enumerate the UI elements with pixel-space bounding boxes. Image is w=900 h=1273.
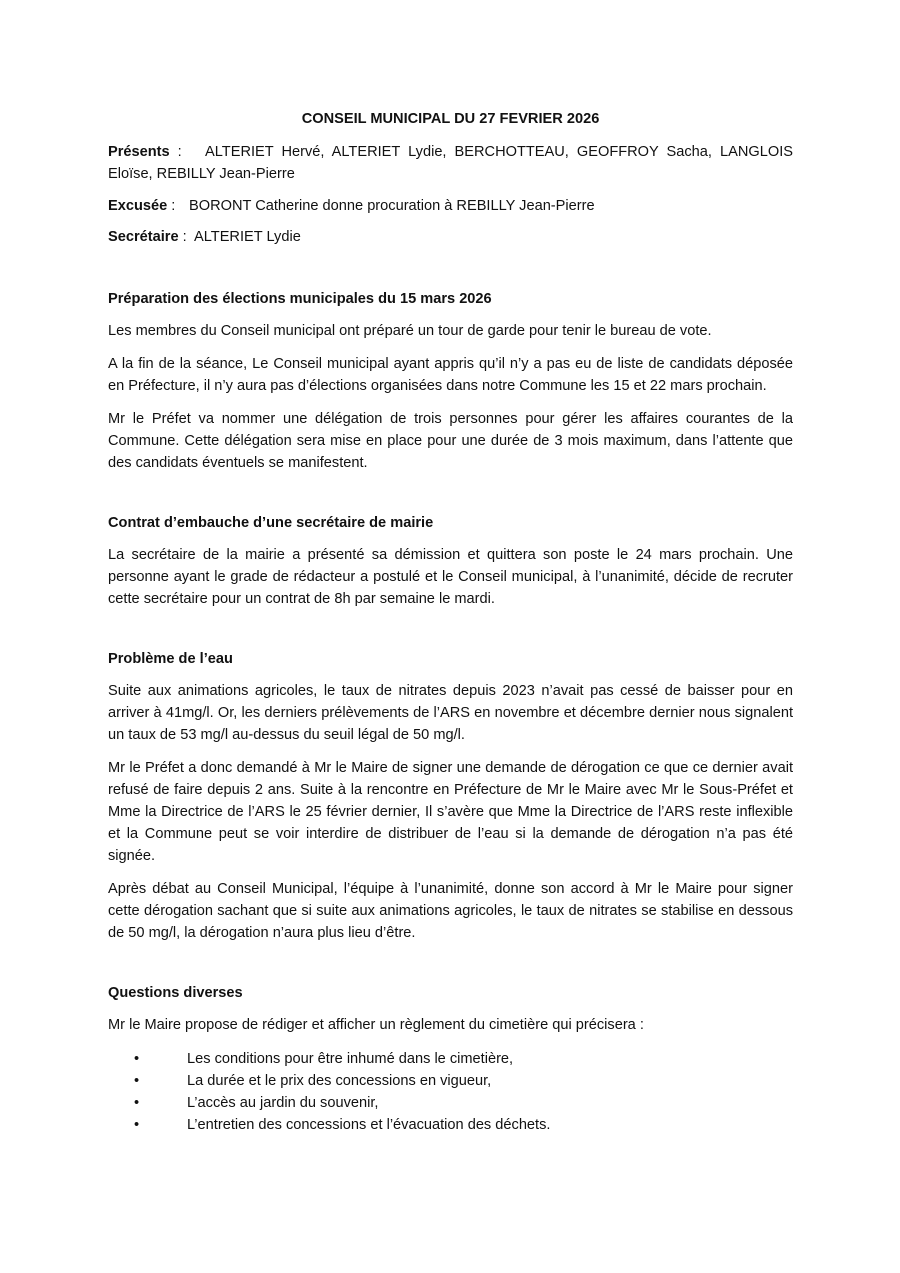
presents-row: Présents : ALTERIET Hervé, ALTERIET Lydie, BERCHOTTEAU, GEOFFROY Sacha, LANGLOIS Eloïse, REBILLY Jean-Pierre	[108, 144, 793, 182]
bullet-icon: •	[134, 1095, 140, 1111]
document-title: CONSEIL MUNICIPAL DU 27 FEVRIER 2026	[301, 111, 600, 127]
bullet-icon: •	[134, 1117, 140, 1133]
section-title-elections: Préparation des élections municipales du 15 mars 2026	[108, 291, 492, 307]
secretaire-row: Secrétaire : ALTERIET Lydie	[108, 229, 301, 245]
bullet-icon: •	[134, 1051, 140, 1067]
paragraph: Suite aux animations agricoles, le taux de nitrates depuis 2023 n’avait pas cessé de baisser pour en arriver à 41mg/l. Or, les derniers prélèvements de l’ARS en novembre et décembre dernier nous signalent un taux de 53 mg/l au-dessus du seuil légal de 50 mg/l.	[108, 683, 793, 743]
presents-label: Présents	[108, 144, 170, 160]
list-item: • L’entretien des concessions et l’évacuation des déchets.	[108, 1114, 793, 1136]
paragraph: A la fin de la séance, Le Conseil municipal ayant appris qu’il n’y a pas eu de liste de candidats déposée en Préfecture, il n’y aura pas d’élections organisées dans notre Commune les 15 et 22 mars prochain.	[108, 356, 793, 394]
paragraph: Mr le Préfet a donc demandé à Mr le Maire de signer une demande de dérogation ce que ce dernier avait refusé de faire depuis 2 ans. Suite à la rencontre en Préfecture de Mr le Maire avec Mr le Sous-Préfet et Mme la Directrice de l’ARS le 25 février dernier, Il s’avère que Mme la Directrice de l’ARS reste inflexible et la Commune peut se voir interdire de distribuer de l’eau si la demande de dérogation n’a pas été signée.	[108, 760, 793, 864]
paragraph: Les membres du Conseil municipal ont préparé un tour de garde pour tenir le bureau de vote.	[108, 323, 712, 339]
paragraph: La secrétaire de la mairie a présenté sa démission et quittera son poste le 24 mars prochain. Une personne ayant le grade de rédacteur a postulé et le Conseil municipal, à l’unanimité, décide de recruter cette secrétaire pour un contrat de 8h par semaine le mardi.	[108, 547, 793, 607]
secretaire-value: ALTERIET Lydie	[194, 229, 301, 245]
document-page	[108, 108, 793, 1136]
excusee-row: Excusée : BORONT Catherine donne procuration à REBILLY Jean-Pierre	[108, 198, 595, 214]
list-item: • La durée et le prix des concessions en vigueur,	[108, 1070, 793, 1092]
excusee-value: BORONT Catherine donne procuration à REBILLY Jean-Pierre	[189, 198, 595, 214]
presents-value: ALTERIET Hervé, ALTERIET Lydie, BERCHOTTEAU, GEOFFROY Sacha, LANGLOIS Eloïse, REBILLY Jean-Pierre	[108, 144, 793, 182]
list-item: • Les conditions pour être inhumé dans le cimetière,	[108, 1048, 793, 1070]
secretaire-label: Secrétaire	[108, 229, 179, 245]
section-title-contrat: Contrat d’embauche d’une secrétaire de mairie	[108, 515, 434, 531]
paragraph: Mr le Préfet va nommer une délégation de trois personnes pour gérer les affaires courantes de la Commune. Cette délégation sera mise en place pour une durée de 3 mois maximum, dans l’attente que des candidats éventuels se manifestent.	[108, 411, 793, 471]
bullet-icon: •	[134, 1073, 140, 1089]
cemetery-rules-list	[108, 1048, 793, 1136]
paragraph: Mr le Maire propose de rédiger et afficher un règlement du cimetière qui précisera :	[108, 1017, 644, 1033]
section-title-eau: Problème de l’eau	[108, 651, 233, 667]
list-item: • L’accès au jardin du souvenir,	[108, 1092, 793, 1114]
paragraph: Après débat au Conseil Municipal, l’équipe à l’unanimité, donne son accord à Mr le Maire pour signer cette dérogation sachant que si suite aux animations agricoles, le taux de nitrates se stabilise en dessous de 50 mg/l, la dérogation n’aura plus lieu d’être.	[108, 881, 793, 941]
section-title-questions: Questions diverses	[108, 985, 243, 1001]
excusee-label: Excusée	[108, 198, 168, 214]
